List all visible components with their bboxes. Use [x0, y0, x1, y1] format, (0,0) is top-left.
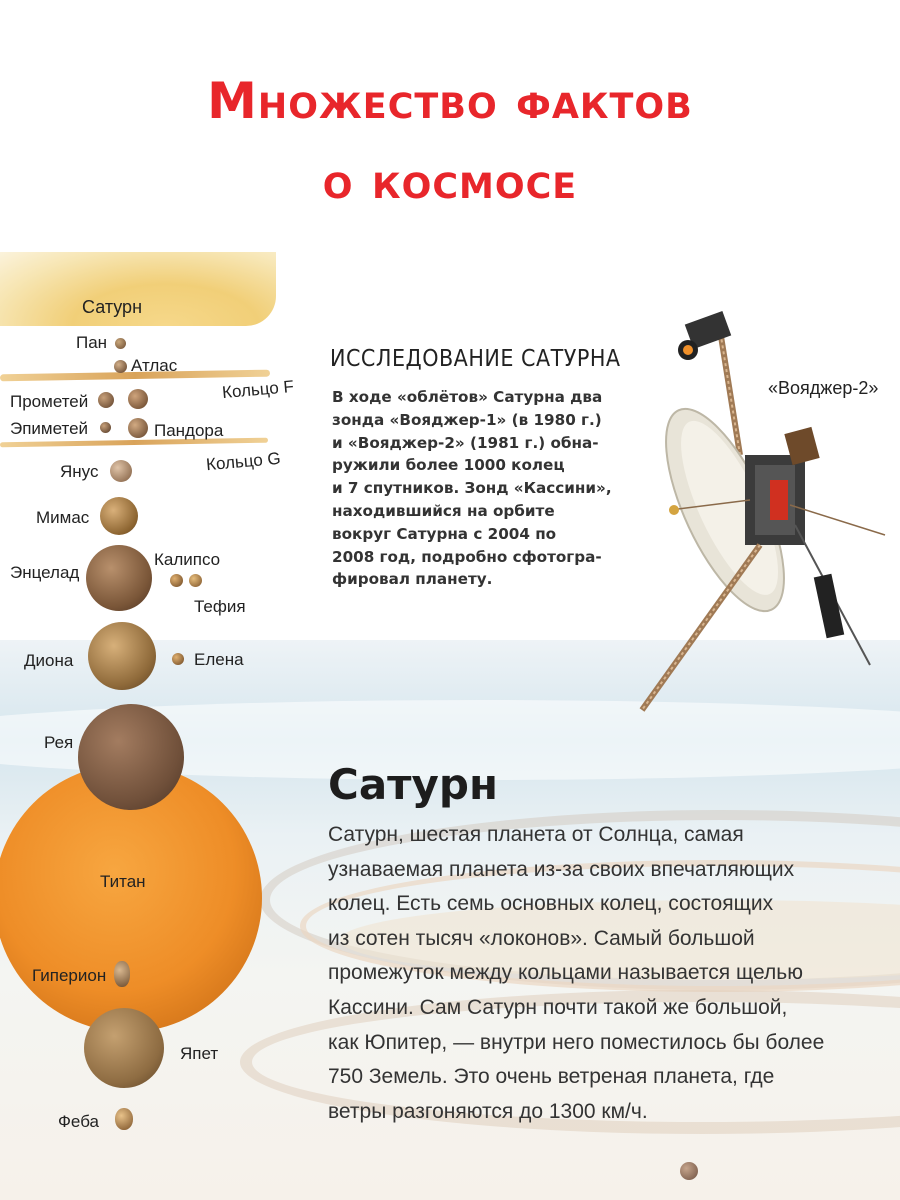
- label-prometheus: Прометей: [10, 392, 89, 411]
- label-epimetheus: Эпиметей: [10, 419, 89, 438]
- pandora-upper-moon-icon: [128, 389, 148, 409]
- article-heading: Сатурн: [328, 760, 498, 809]
- prometheus-moon-icon: [98, 392, 114, 408]
- pan-moon-icon: [115, 338, 126, 349]
- small-moon-icon: [680, 1162, 698, 1180]
- exploration-line: фировал планету.: [332, 570, 493, 589]
- label-iapetus: Япет: [180, 1044, 219, 1063]
- label-janus: Янус: [60, 462, 99, 481]
- exploration-line: находившийся на орбите: [332, 501, 555, 520]
- article-line: промежуток между кольцами называется щелью: [328, 961, 803, 985]
- article-line: Сатурн, шестая планета от Солнца, самая: [328, 823, 744, 846]
- exploration-line: и 7 спутников. Зонд «Кассини»,: [332, 479, 612, 498]
- label-calypso: Калипсо: [154, 550, 221, 569]
- article-line: из сотен тысяч «локонов». Самый большой: [328, 926, 755, 950]
- janus-moon-icon: [110, 460, 132, 482]
- label-atlas: Атлас: [131, 356, 178, 375]
- exploration-title: ИССЛЕДОВАНИЕ САТУРНА: [330, 346, 621, 372]
- article-line: как Юпитер, — внутри него поместилось бы более: [328, 1030, 825, 1054]
- label-saturn: Сатурн: [82, 297, 143, 317]
- epimetheus-moon-icon: [100, 422, 111, 433]
- exploration-line: зонда «Вояджер-1» (в 1980 г.): [332, 410, 602, 429]
- rhea-moon-icon: [78, 704, 184, 810]
- exploration-text: [332, 386, 650, 591]
- dione-moon-icon: [88, 622, 156, 690]
- exploration-line: и «Вояджер-2» (1981 г.) обна-: [332, 433, 599, 452]
- label-rhea: Рея: [44, 733, 74, 752]
- voyager-probe-illustration: [630, 305, 900, 725]
- label-hyperion: Гиперион: [32, 966, 107, 985]
- page-title-line-1: Множество фактов: [207, 72, 693, 130]
- helene-moon-icon: [172, 653, 184, 665]
- tethys-small-moon-icon: [189, 574, 202, 587]
- hyperion-moon-icon: [114, 961, 130, 987]
- article-line: колец. Есть семь основных колец, состоящих: [328, 892, 774, 916]
- iapetus-moon-icon: [84, 1008, 164, 1088]
- label-phoebe: Феба: [58, 1112, 99, 1131]
- exploration-line: ружили более 1000 колец: [332, 456, 565, 475]
- label-enceladus: Энцелад: [10, 563, 80, 582]
- exploration-line: 2008 год, подробно сфотогра-: [332, 547, 602, 566]
- exploration-line: вокруг Сатурна с 2004 по: [332, 524, 557, 543]
- label-titan: Титан: [100, 872, 146, 891]
- label-pandora: Пандора: [154, 421, 224, 440]
- label-pan: Пан: [76, 333, 108, 352]
- article-line: ветры разгоняются до 1300 км/ч.: [328, 1099, 648, 1123]
- calypso-moon-icon: [170, 574, 183, 587]
- label-tethys: Тефия: [194, 597, 246, 616]
- page-title-line-2: о космосе: [322, 152, 578, 210]
- label-dione: Диона: [24, 651, 74, 670]
- article-body: [328, 818, 824, 1129]
- pandora-moon-icon: [128, 418, 148, 438]
- mimas-moon-icon: [100, 497, 138, 535]
- article-line: узнаваемая планета из-за своих впечатляющих: [328, 857, 795, 881]
- exploration-line: В ходе «облётов» Сатурна два: [332, 388, 603, 406]
- article-line: 750 Земель. Это очень ветреная планета, где: [328, 1065, 775, 1089]
- label-mimas: Мимас: [36, 508, 90, 527]
- label-ring-g: Кольцо G: [205, 448, 282, 475]
- atlas-moon-icon: [114, 360, 127, 373]
- label-helene: Елена: [194, 650, 244, 669]
- article-line: Кассини. Сам Сатурн почти такой же большой,: [328, 995, 788, 1019]
- label-voyager-2: «Вояджер-2»: [768, 378, 879, 398]
- phoebe-moon-icon: [115, 1108, 133, 1130]
- ring-g-line: [0, 438, 268, 448]
- enceladus-moon-icon: [86, 545, 152, 611]
- label-ring-f: Кольцо F: [221, 376, 295, 403]
